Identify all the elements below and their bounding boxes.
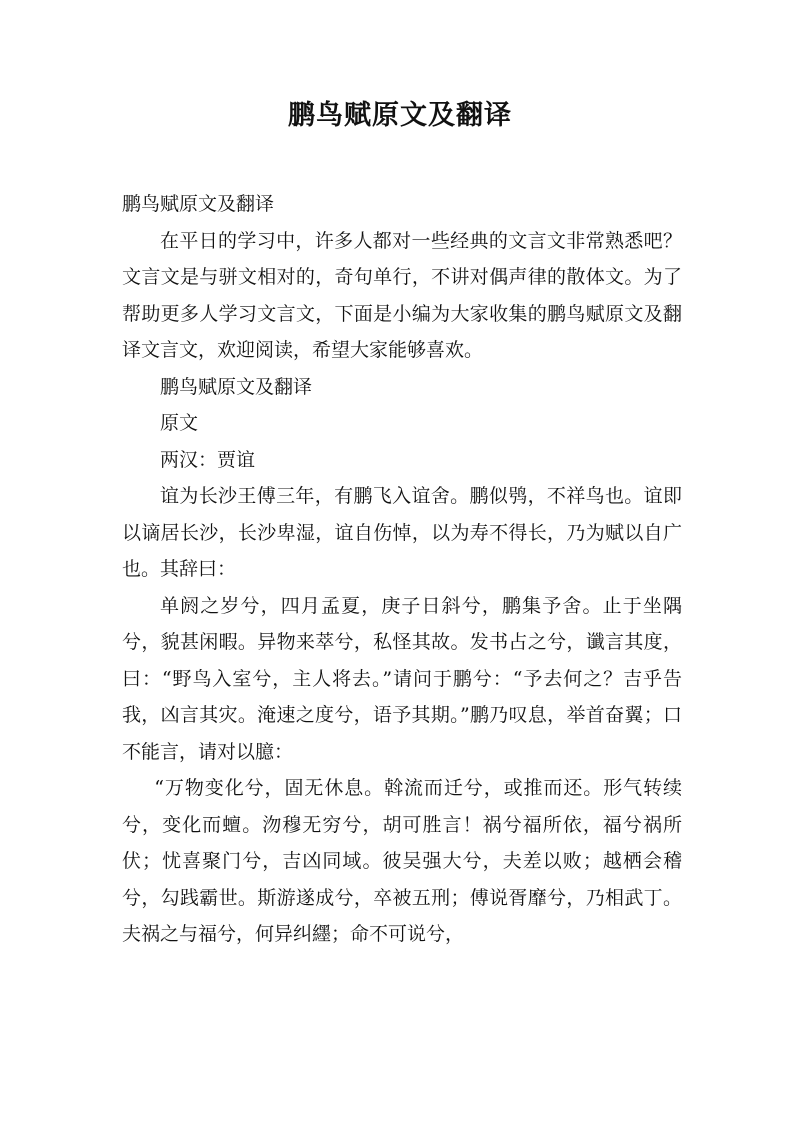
document-title: 鹏鸟赋原文及翻译: [288, 100, 512, 131]
intro-paragraph: 在平日的学习中，许多人都对一些经典的文言文非常熟悉吧？文言文是与骈文相对的，奇句单行，不讲对偶声律的散体文。为了帮助更多人学习文言文，下面是小编为大家收集的鹏鸟赋原文及翻译文言文，欢迎阅读，希望大家能够喜欢。: [122, 229, 682, 361]
document-body: [122, 186, 682, 953]
original-text-label: 原文: [160, 412, 199, 434]
section-heading: 鹏鸟赋原文及翻译: [160, 375, 313, 398]
poem-paragraph: 单阏之岁兮，四月孟夏，庚子日斜兮，鹏集予舍。止于坐隅兮，貌甚闲暇。异物来萃兮，私怪其故。发书占之兮，谶言其度，曰：“野鸟入室兮，主人将去。”请问于鹏兮：“予去何之？吉乎告我，凶言其灾。淹速之度兮，语予其期。”鹏乃叹息，举首奋翼；口不能言，请对以臆：: [122, 594, 682, 763]
quote-paragraph: “万物变化兮，固无休息。斡流而迁兮，或推而还。形气转续兮，变化而蟺。沕穆无穷兮，胡可胜言！祸兮福所依，福兮祸所伏；忧喜聚门兮，吉凶同域。彼吴强大兮，夫差以败；越栖会稽兮，勾践霸世。斯游遂成兮，卒被五刑；傅说胥靡兮，乃相武丁。夫祸之与福兮，何异纠纆；命不可说兮，: [122, 777, 682, 945]
preface-paragraph: 谊为长沙王傅三年，有鹏飞入谊舍。鹏似鸮，不祥鸟也。谊即以谪居长沙，长沙卑湿，谊自伤悼，以为寿不得长，乃为赋以自广也。其辞曰：: [122, 485, 682, 580]
document-subtitle: 鹏鸟赋原文及翻译: [122, 193, 275, 215]
author-line: 两汉：贾谊: [160, 448, 256, 471]
